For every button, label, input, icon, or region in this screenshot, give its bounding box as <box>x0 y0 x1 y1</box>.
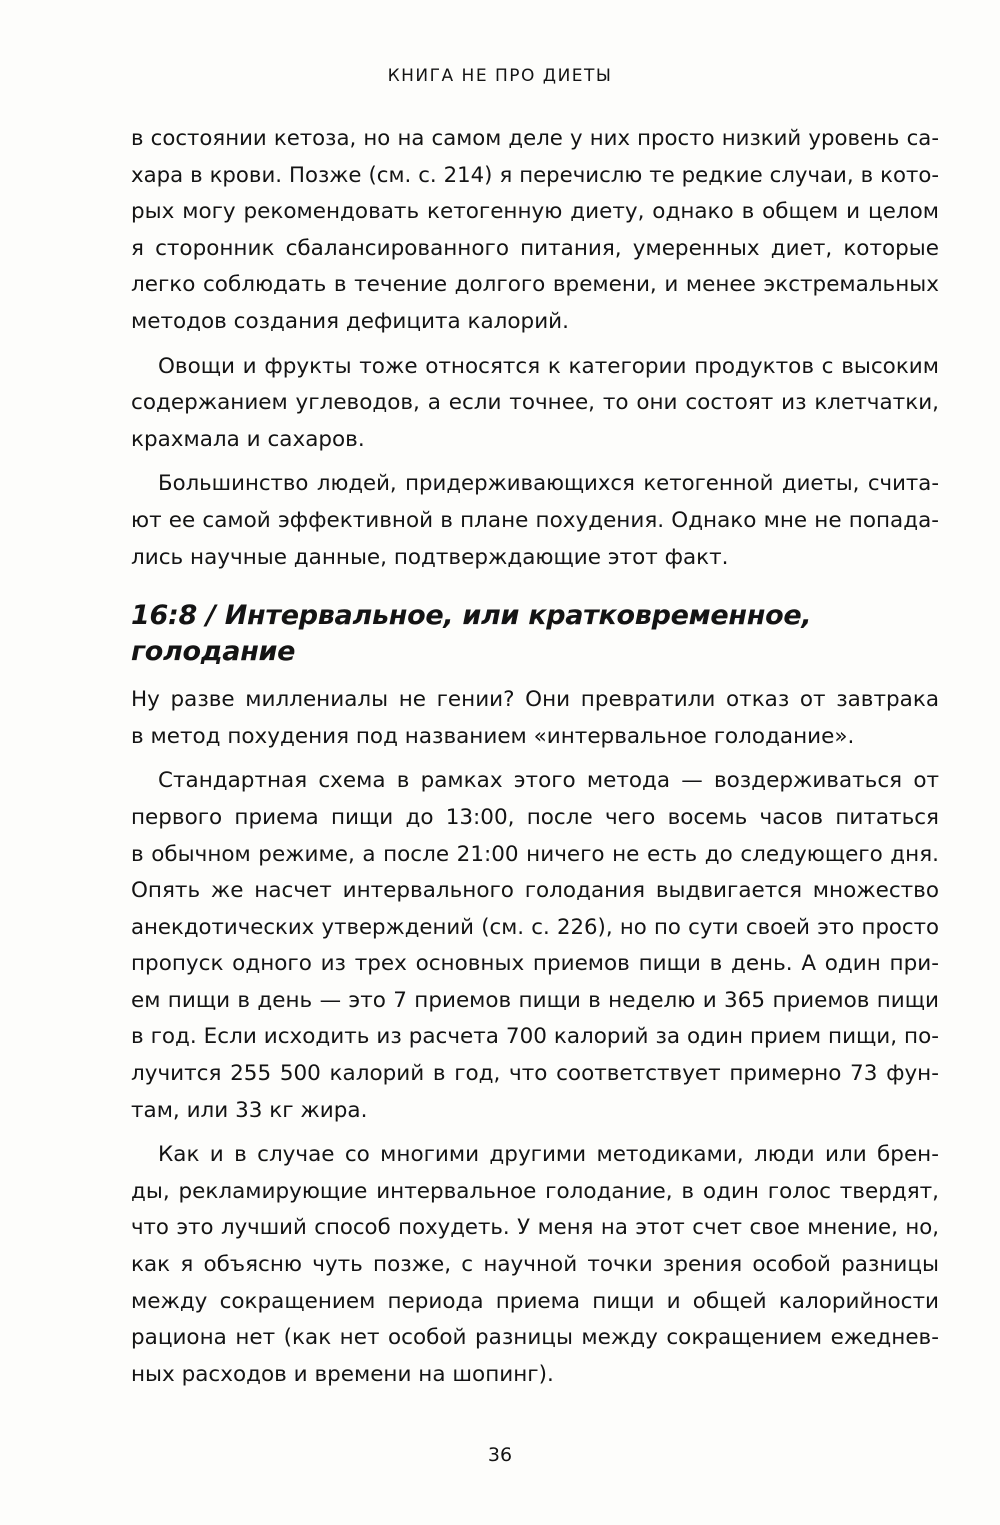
text-line: содержанием углеводов, а если точнее, то они состоят из клетчатки, <box>131 390 939 416</box>
text-line: ем пищи в день — это 7 приемов пищи в неделю и 365 приемов пищи <box>131 987 939 1013</box>
text-line: Овощи и фрукты тоже относятся к категории продуктов с высоким <box>158 353 939 379</box>
text-line: ды, рекламирующие интервальное голодание, в один голос твердят, <box>131 1178 939 1204</box>
text-line: методов создания дефицита калорий. <box>131 308 569 334</box>
text-line: ют ее самой эффективной в плане похудения. Однако мне не попада- <box>131 507 939 533</box>
page-number: 36 <box>487 1444 513 1466</box>
paragraph-5 <box>131 763 939 1129</box>
text-line: Стандартная схема в рамках этого метода — воздерживаться от <box>158 768 939 794</box>
text-line: Ну разве миллениалы не гении? Они превратили отказ от завтрака <box>131 687 939 713</box>
text-line: Большинство людей, придерживающихся кетогенной диеты, счита- <box>158 471 939 497</box>
text-line: первого приема пищи до 13:00, после чего восемь часов питаться <box>131 804 939 830</box>
paragraph-3 <box>131 466 939 576</box>
text-line: что это лучший способ похудеть. У меня на этот счет свое мнение, но, <box>131 1215 939 1241</box>
text-line: в состоянии кетоза, но на самом деле у них просто низкий уровень са- <box>131 126 939 151</box>
text-line: ных расходов и времени на шопинг). <box>131 1361 554 1387</box>
text-line: рых могу рекомендовать кетогенную диету, однако в общем и целом <box>131 199 939 225</box>
text-line: я сторонник сбалансированного питания, умеренных диет, которые <box>131 235 939 261</box>
paragraph-4 <box>131 682 939 755</box>
text-line: легко соблюдать в течение долгого времени, и менее экстремальных <box>131 272 939 298</box>
text-line: анекдотических утверждений (см. с. 226), но по сути своей это просто <box>131 914 939 940</box>
text-line: Опять же насчет интервального голодания выдвигается множество <box>131 878 939 904</box>
text-line: между сокращением периода приема пищи и общей калорийности <box>131 1288 939 1314</box>
text-line: лучится 255 500 калорий в год, что соответствует примерно 73 фун- <box>131 1061 939 1087</box>
text-line: Как и в случае со многими другими методиками, люди или брен- <box>158 1142 939 1168</box>
text-line: лись научные данные, подтверждающие этот факт. <box>131 544 729 570</box>
running-head: КНИГА НЕ ПРО ДИЕТЫ <box>387 66 613 86</box>
paragraph-1 <box>131 121 939 341</box>
text-line: как я объясню чуть позже, с научной точки зрения особой разницы <box>131 1252 939 1278</box>
text-line: в обычном режиме, а после 21:00 ничего не есть до следующего дня. <box>131 841 939 867</box>
heading-line: 16:8 / Интервальное, или кратковременное, <box>131 600 812 632</box>
text-line: хара в крови. Позже (см. с. 214) я перечислю те редкие случаи, в кото- <box>131 162 939 188</box>
heading-line: голодание <box>131 636 296 668</box>
text-line: пропуск одного из трех основных приемов пищи в день. А один при- <box>131 951 939 977</box>
paragraph-6 <box>131 1137 939 1393</box>
section-heading <box>131 598 939 670</box>
text-line: рациона нет (как нет особой разницы между сокращением ежеднев- <box>131 1325 939 1351</box>
text-line: в метод похудения под названием «интервальное голодание». <box>131 723 855 749</box>
text-line: крахмала и сахаров. <box>131 426 365 452</box>
page-body <box>131 121 939 1393</box>
text-line: в год. Если исходить из расчета 700 калорий за один прием пищи, по- <box>131 1024 939 1050</box>
paragraph-2 <box>131 349 939 459</box>
text-line: там, или 33 кг жира. <box>131 1097 368 1123</box>
